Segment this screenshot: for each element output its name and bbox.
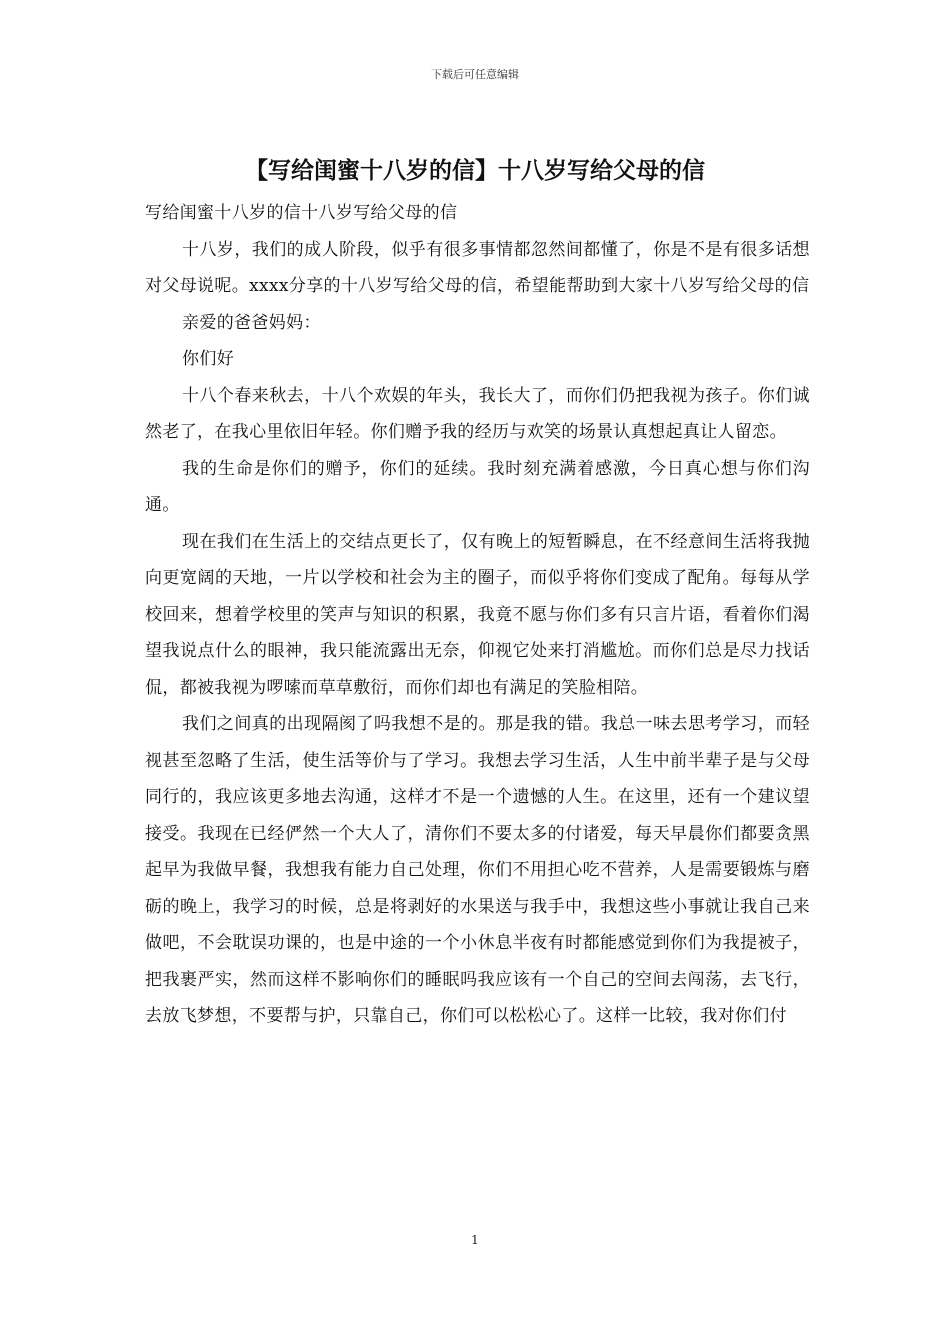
greeting: 你们好 [182, 349, 235, 369]
body-paragraph: 十八个春来秋去，十八个欢娱的年头，我长大了，而你们仍把我视为孩子。你们诚然老了，在我心里依旧年轻。你们赠予我的经历与欢笑的场景认真想起真让人留恋。 [145, 385, 810, 442]
header-note: 下载后可任意编辑 [431, 68, 519, 81]
document-title: 【写给闺蜜十八岁的信】十八岁写给父母的信 [245, 157, 705, 184]
salutation: 亲爱的爸爸妈妈： [182, 312, 321, 333]
intro-paragraph: 十八岁，我们的成人阶段，似乎有很多事情都忽然间都懂了，你是不是有很多话想对父母说呢。xxxx分享的十八岁写给父母的信，希望能帮助到大家十八岁写给父母的信 [145, 239, 810, 296]
page-number: 1 [471, 1233, 479, 1247]
body-paragraph: 现在我们在生活上的交结点更长了，仅有晚上的短暂瞬息，在不经意间生活将我抛向更宽阔的天地，一片以学校和社会为主的圈子，而似乎将你们变成了配角。每每从学校回来，想着学校里的笑声与知识的积累，我竟不愿与你们多有只言片语，看着你们渴望我说点什么的眼神，我只能流露出无奈，仰视它处来打消尴尬。而你们总是尽力找话侃，都被我视为啰嗦而草草敷衍，而你们却也有满足的笑脸相陪。 [145, 531, 810, 698]
document-body [145, 195, 810, 1035]
body-paragraph: 我的生命是你们的赠予，你们的延续。我时刻充满着感激，今日真心想与你们沟通。 [145, 458, 810, 515]
body-paragraph: 我们之间真的出现隔阂了吗我想不是的。那是我的错。我总一味去思考学习，而轻视甚至忽略了生活，使生活等价与了学习。我想去学习生活，人生中前半辈子是与父母同行的，我应该更多地去沟通，这样才不是一个遗憾的人生。在这里，还有一个建议望接受。我现在已经俨然一个大人了，清你们不要太多的付诸爱，每天早晨你们都要贪黑起早为我做早餐，我想我有能力自己处理，你们不用担心吃不营养，人是需要锻炼与磨砺的晚上，我学习的时候，总是将剥好的水果送与我手中，我想这些小事就让我自己来做吧，不会耽误功课的，也是中途的一个小休息半夜有时都能感觉到你们为我提被子，把我裹严实，然而这样不影响你们的睡眠吗我应该有一个自己的空间去闯荡，去飞行，去放飞梦想，不要帮与护，只靠自己，你们可以松松心了。这样一比较，我对你们付 [145, 714, 810, 1026]
subtitle-paragraph: 写给闺蜜十八岁的信十八岁写给父母的信 [145, 203, 458, 223]
